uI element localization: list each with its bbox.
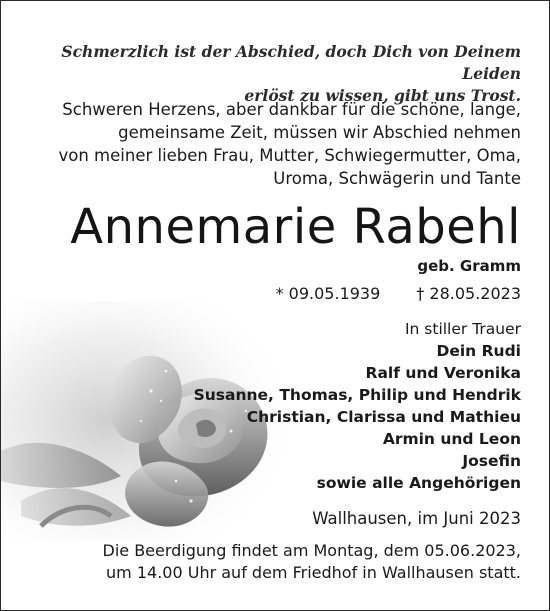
mourner-name: Susanne, Thomas, Philip und Hendrik: [193, 386, 521, 404]
intro-line: gemeinsame Zeit, müssen wir Abschied nehmen: [118, 123, 521, 142]
mourner-name: Christian, Clarissa und Mathieu: [246, 408, 521, 426]
maiden-name: geb. Gramm: [417, 257, 521, 275]
mourner-name: Armin und Leon: [382, 430, 521, 448]
mourner-name: sowie alle Angehörigen: [316, 474, 521, 492]
mourners-heading: In stiller Trauer: [404, 320, 521, 338]
mourner-name: Ralf und Veronika: [365, 364, 521, 382]
funeral-info: [103, 540, 522, 584]
intro-text: [58, 98, 521, 190]
intro-line: von meiner lieben Frau, Mutter, Schwiegermutter, Oma,: [58, 146, 521, 165]
mourner-name: Dein Rudi: [436, 342, 521, 360]
place-date: Wallhausen, im Juni 2023: [312, 509, 521, 528]
death-date: † 28.05.2023: [416, 284, 521, 303]
life-dates: [276, 283, 521, 305]
deceased-name: Annemarie Rabehl: [70, 199, 521, 255]
quote-line: erlöst zu wissen, gibt uns Trost.: [244, 86, 521, 105]
funeral-line: um 14.00 Uhr auf dem Friedhof in Wallhausen statt.: [106, 563, 521, 582]
mourners-list: [194, 318, 521, 494]
mourner-name: Josefin: [462, 452, 521, 470]
funeral-line: Die Beerdigung findet am Montag, dem 05.06.2023,: [102, 541, 521, 560]
quote-line: Schmerzlich ist der Abschied, doch Dich von Deinem Leiden: [61, 42, 521, 83]
intro-line: Schweren Herzens, aber dankbar für die schöne, lange,: [62, 100, 521, 119]
intro-line: Uroma, Schwägerin und Tante: [273, 169, 521, 188]
birth-date: * 09.05.1939: [275, 284, 381, 303]
